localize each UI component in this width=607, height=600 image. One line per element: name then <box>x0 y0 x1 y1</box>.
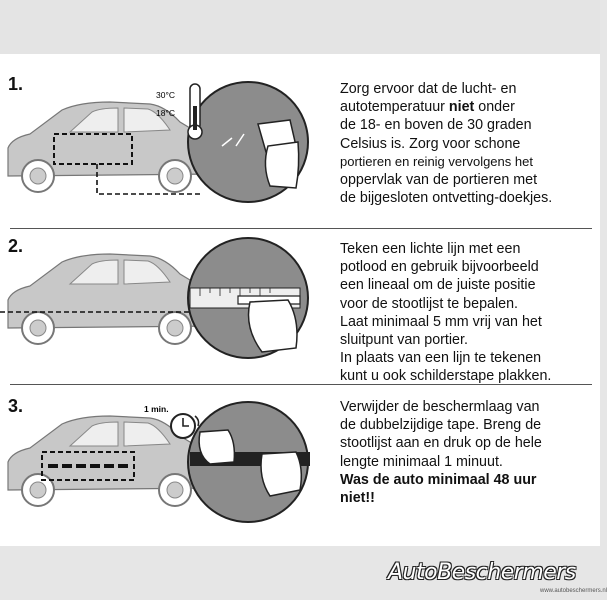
instruction-line <box>340 471 596 489</box>
instruction-line <box>340 171 596 189</box>
instruction-line <box>340 313 596 331</box>
instruction-line <box>340 189 596 207</box>
instruction-line <box>340 434 596 452</box>
instruction-text: autotemperatuur <box>340 99 449 116</box>
step-2-text <box>340 240 596 386</box>
car-side-illustration <box>8 102 215 192</box>
instruction-emphasis: niet <box>448 99 475 116</box>
step-1-number: 1. <box>8 74 24 94</box>
instruction-text: Zorg ervoor dat de lucht- en <box>340 81 517 97</box>
instruction-text: Verwijder de beschermlaag van <box>340 399 540 415</box>
instruction-text: de 18- en boven de 30 graden <box>340 117 532 134</box>
step-2-number: 2. <box>8 236 24 256</box>
instruction-line <box>340 398 596 416</box>
instruction-emphasis: niet!! <box>340 490 375 507</box>
instruction-line <box>340 116 596 134</box>
brand-logo: AutoBeschermers <box>388 560 576 585</box>
instruction-line <box>340 240 596 258</box>
instruction-text: voor de stootlijst te bepalen. <box>340 295 519 312</box>
instruction-text: lengte minimaal 1 minuut. <box>340 453 503 470</box>
instruction-emphasis: Was de auto minimaal 48 uur <box>340 471 537 488</box>
instruction-text: de dubbelzijdige tape. Breng de <box>340 417 542 434</box>
thermometer-high-label: 30°C <box>156 90 175 100</box>
instruction-line <box>340 135 596 153</box>
instruction-text: In plaats van een lijn te tekenen <box>340 350 542 367</box>
step-divider-1 <box>10 228 592 229</box>
top-bar <box>0 0 600 54</box>
instruction-text: Celsius is. Zorg voor schone <box>340 135 521 152</box>
step-1-text <box>340 80 596 207</box>
instruction-line <box>340 349 596 367</box>
thermometer-icon <box>188 84 202 139</box>
step-divider-2 <box>10 384 592 385</box>
instruction-line <box>340 331 596 349</box>
timer-label: 1 min. <box>144 404 169 414</box>
instruction-line <box>340 276 596 294</box>
step-1-illustration <box>0 76 335 226</box>
instruction-line <box>340 295 596 313</box>
step-3-text <box>340 398 596 507</box>
instruction-line <box>340 367 596 385</box>
instruction-text: onder <box>474 99 515 116</box>
instruction-line <box>340 80 596 98</box>
instruction-text: een lineaal om de juiste positie <box>340 277 536 294</box>
instruction-line <box>340 416 596 434</box>
instruction-text: stootlijst aan en druk op de hele <box>340 435 542 452</box>
step-3-number: 3. <box>8 396 24 416</box>
thermometer-low-label: 18°C <box>156 108 175 118</box>
step-2-illustration <box>0 236 335 376</box>
instruction-line <box>340 98 596 116</box>
brand-logo-subtext: www.autobeschermers.nl <box>540 588 607 594</box>
step-3-illustration <box>0 394 335 540</box>
instruction-text: kunt u ook schilderstape plakken. <box>340 368 552 385</box>
instruction-text: portieren en reinig vervolgens het <box>340 153 533 169</box>
car-side-illustration <box>8 254 215 344</box>
instruction-line <box>340 453 596 471</box>
instruction-line <box>340 153 596 171</box>
instruction-text: oppervlak van de portieren met <box>340 172 538 189</box>
instruction-text: Laat minimaal 5 mm vrij van het <box>340 313 542 330</box>
instruction-line <box>340 258 596 276</box>
instruction-text: Teken een lichte lijn met een <box>340 241 521 257</box>
instruction-text: de bijgesloten ontvetting-doekjes. <box>340 190 553 207</box>
instruction-text: potlood en gebruik bijvoorbeeld <box>340 259 539 276</box>
instruction-text: sluitpunt van portier. <box>340 332 468 349</box>
instruction-line <box>340 489 596 507</box>
